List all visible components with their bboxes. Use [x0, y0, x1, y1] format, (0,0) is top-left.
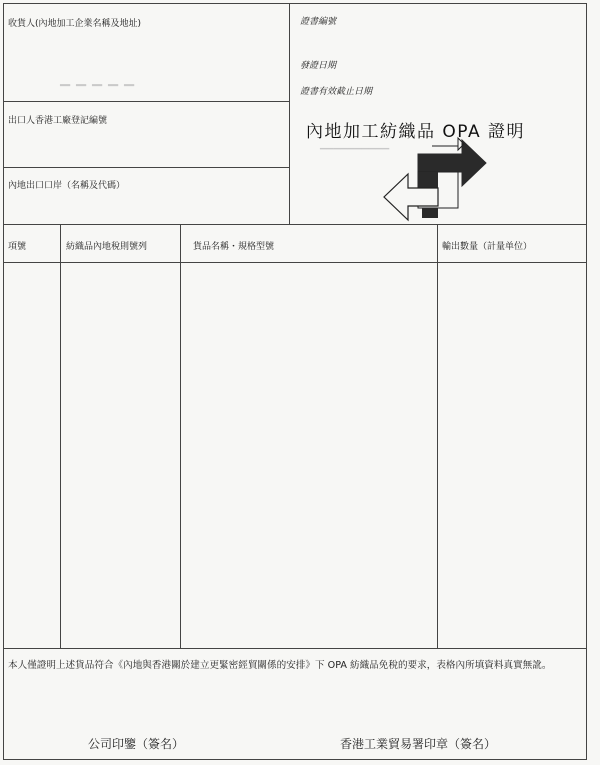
divider-exporter	[3, 167, 289, 168]
column-line-2	[180, 224, 181, 648]
expiry-date-label: 證書有效截止日期	[300, 87, 373, 97]
column-header-item-no: 項號	[8, 242, 27, 252]
export-port-label: 內地出口口岸（名稱及代碼）	[8, 181, 126, 191]
tid-seal-signature: 香港工業貿易署印章（簽名）	[340, 737, 497, 751]
divider-header-vertical	[289, 3, 290, 224]
form-title: 內地加工紡織品 OPA 證明	[306, 122, 525, 142]
column-header-description: 貨品名稱・規格型號	[193, 242, 275, 252]
exporter-reg-label: 出口人香港工廠登記編號	[8, 116, 108, 126]
divider-consignee	[3, 101, 289, 102]
consignee-label: 收貨人(內地加工企業名稱及地址)	[8, 19, 142, 29]
company-seal-signature: 公司印鑒（簽名）	[88, 737, 185, 751]
declaration-text: 本人僅證明上述貨品符合《內地與香港關於建立更緊密經貿關係的安排》下 OPA 紡織品免稅的要求，表格內所填資料真實無訛。	[8, 660, 552, 671]
arrow-outline-right	[432, 138, 464, 150]
column-header-quantity: 輸出數量（計量单位）	[442, 242, 533, 252]
ghost-text-2: ▁▁▁▁▁▁▁▁▁▁	[320, 140, 390, 150]
column-line-3	[437, 224, 438, 648]
divider-table-bottom	[3, 648, 587, 649]
divider-columns	[3, 262, 587, 263]
divider-header-bottom	[3, 224, 587, 225]
certificate-no-label: 證書編號	[300, 17, 337, 27]
ghost-text-1: ▁▁▁▁▁	[60, 72, 140, 87]
column-line-1	[60, 224, 61, 648]
arrow-tail-dark	[422, 208, 438, 218]
column-header-tariff-no: 紡織品內地稅則號列	[66, 242, 148, 252]
opa-arrows-logo	[380, 136, 490, 226]
issue-date-label: 發證日期	[300, 61, 337, 71]
